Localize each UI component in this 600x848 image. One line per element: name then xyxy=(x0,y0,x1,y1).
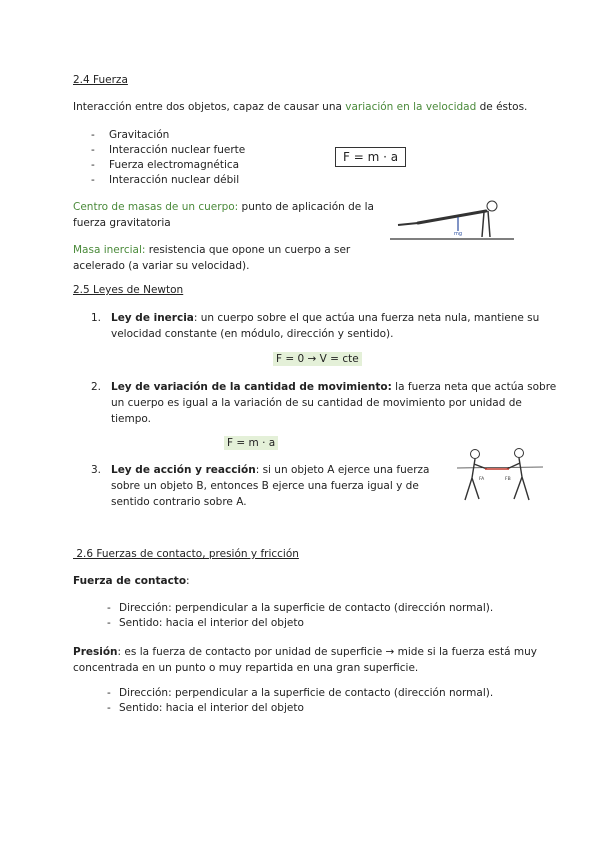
weight-label: mg xyxy=(454,231,463,237)
pressure-definition: Presión: es la fuerza de contacto por unidad de superficie → mide si la fuerza está muy concentrada en un punto o muy repartida en una gran superficie. xyxy=(73,646,537,674)
formula-box: F = m · a xyxy=(335,147,406,167)
law-1-formula: F = 0 → V = cte xyxy=(273,352,362,366)
list-item: - Fuerza electromagnética xyxy=(91,159,240,171)
section-heading-2-6: 2.6 Fuerzas de contacto, presión y fricción xyxy=(73,548,299,560)
law-2: 2. Ley de variación de la cantidad de movimiento: la fuerza neta que actúa sobre un cuerpo es igual a la variación de su cantidad de movimiento por unidad de tiempo. xyxy=(91,381,557,425)
force-definition-highlight: variación en la velocidad xyxy=(345,101,477,113)
head xyxy=(487,201,497,211)
list-item: - Dirección: perpendicular a la superficie de contacto (dirección normal). xyxy=(107,602,494,614)
force-label-b: FB xyxy=(505,477,511,482)
law-1-title: Ley de inercia xyxy=(111,312,194,324)
inertial-mass-definition: Masa inercial: resistencia que opone un cuerpo a ser acelerado (a variar su velocidad). xyxy=(73,244,351,272)
legs xyxy=(398,223,418,225)
list-item: - Dirección: perpendicular a la superficie de contacto (dirección normal). xyxy=(107,687,494,699)
law-1: 1. Ley de inercia: un cuerpo sobre el que actúa una fuerza neta nula, mantiene su velocidad constante (en módulo, dirección y sentido). xyxy=(91,312,540,340)
law-2-title: Ley de variación de la cantidad de movimiento: xyxy=(111,381,392,393)
force-definition-pre: Interacción entre dos objetos, capaz de causar una xyxy=(73,101,346,113)
law-3-title: Ley de acción y reacción xyxy=(111,464,256,476)
section-heading-2-4: 2.4 Fuerza xyxy=(73,74,128,86)
list-item: - Sentido: hacia el interior del objeto xyxy=(107,702,304,714)
tug-of-war-illustration xyxy=(455,444,545,506)
force-definition xyxy=(73,101,527,113)
inertial-mass-term: Masa inercial: xyxy=(73,244,146,256)
interaction-list xyxy=(91,128,245,188)
section-heading-2-5: 2.5 Leyes de Newton xyxy=(73,284,184,296)
contact-force-list xyxy=(107,601,493,631)
list-item: - Interacción nuclear fuerte xyxy=(91,144,246,156)
center-of-mass-term: Centro de masas de un cuerpo: xyxy=(73,201,239,213)
body xyxy=(418,211,486,223)
contact-force-heading: Fuerza de contacto: xyxy=(73,575,190,587)
pressure-list xyxy=(107,686,493,716)
pushup-illustration xyxy=(388,193,516,243)
rope xyxy=(457,467,543,468)
list-item: - Sentido: hacia el interior del objeto xyxy=(107,617,304,629)
list-item: - Interacción nuclear débil xyxy=(91,174,240,186)
person-a-head xyxy=(471,450,480,459)
pressure-title: Presión xyxy=(73,646,118,658)
list-item: - Gravitación xyxy=(91,129,170,141)
force-definition-post: de éstos. xyxy=(476,101,528,113)
contact-force-title: Fuerza de contacto xyxy=(73,575,187,587)
arms xyxy=(482,211,490,237)
person-b-head xyxy=(515,449,524,458)
law-3: 3. Ley de acción y reacción: si un objeto A ejerce una fuerza sobre un objeto B, entonces B ejerce una fuerza igual y de sentido contrario sobre A. xyxy=(91,464,430,508)
center-of-mass-definition: Centro de masas de un cuerpo: punto de aplicación de la fuerza gravitatoria xyxy=(73,201,374,229)
force-label-a: FA xyxy=(479,477,485,482)
law-2-formula: F = m · a xyxy=(224,436,278,450)
